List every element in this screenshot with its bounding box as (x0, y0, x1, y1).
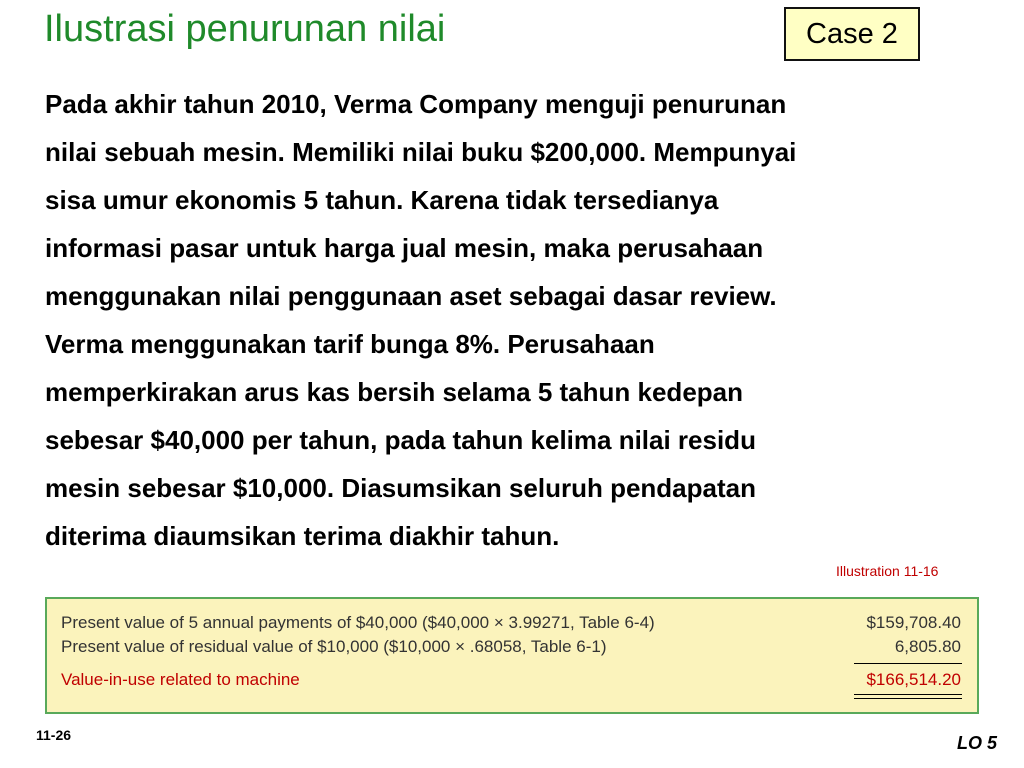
value-in-use-table (45, 597, 979, 714)
row-description: Present value of 5 annual payments of $40,000 ($40,000 × 3.99271, Table 6-4) (61, 613, 655, 632)
table-row (61, 637, 961, 661)
total-double-underline (854, 694, 962, 695)
body-line: sebesar $40,000 per tahun, pada tahun kelima nilai residu (45, 425, 756, 455)
case-label: Case 2 (806, 17, 898, 50)
illustration-label: Illustration 11-16 (836, 563, 939, 579)
slide-title: Ilustrasi penurunan nilai (44, 8, 446, 50)
body-line: memperkirakan arus kas bersih selama 5 tahun kedepan (45, 377, 744, 407)
learning-objective-tag: LO 5 (956, 733, 997, 753)
body-line: mesin sebesar $10,000. Diasumsikan seluruh pendapatan (45, 473, 756, 503)
body-line: sisa umur ekonomis 5 tahun. Karena tidak tersedianya (45, 185, 719, 215)
subtotal-underline (854, 663, 962, 664)
total-double-underline (854, 698, 962, 699)
body-line: Pada akhir tahun 2010, Verma Company menguji penurunan (45, 89, 787, 119)
page-number: 11-26 (36, 727, 72, 743)
case-badge (784, 7, 920, 61)
row-amount: $159,708.40 (866, 613, 961, 632)
body-line: nilai sebuah mesin. Memiliki nilai buku $200,000. Mempunyai (45, 137, 797, 167)
body-paragraph (45, 80, 985, 560)
table-row (61, 613, 961, 637)
row-description: Value-in-use related to machine (61, 670, 300, 689)
row-amount: $166,514.20 (866, 670, 961, 689)
body-line: menggunakan nilai penggunaan aset sebagai dasar review. (45, 281, 777, 311)
table-total-row (61, 670, 961, 694)
row-amount: 6,805.80 (894, 637, 961, 656)
body-line: informasi pasar untuk harga jual mesin, maka perusahaan (45, 233, 764, 263)
row-description: Present value of residual value of $10,000 ($10,000 × .68058, Table 6-1) (61, 637, 607, 656)
body-line: diterima diaumsikan terima diakhir tahun. (45, 521, 560, 551)
body-line: Verma menggunakan tarif bunga 8%. Perusahaan (45, 329, 655, 359)
